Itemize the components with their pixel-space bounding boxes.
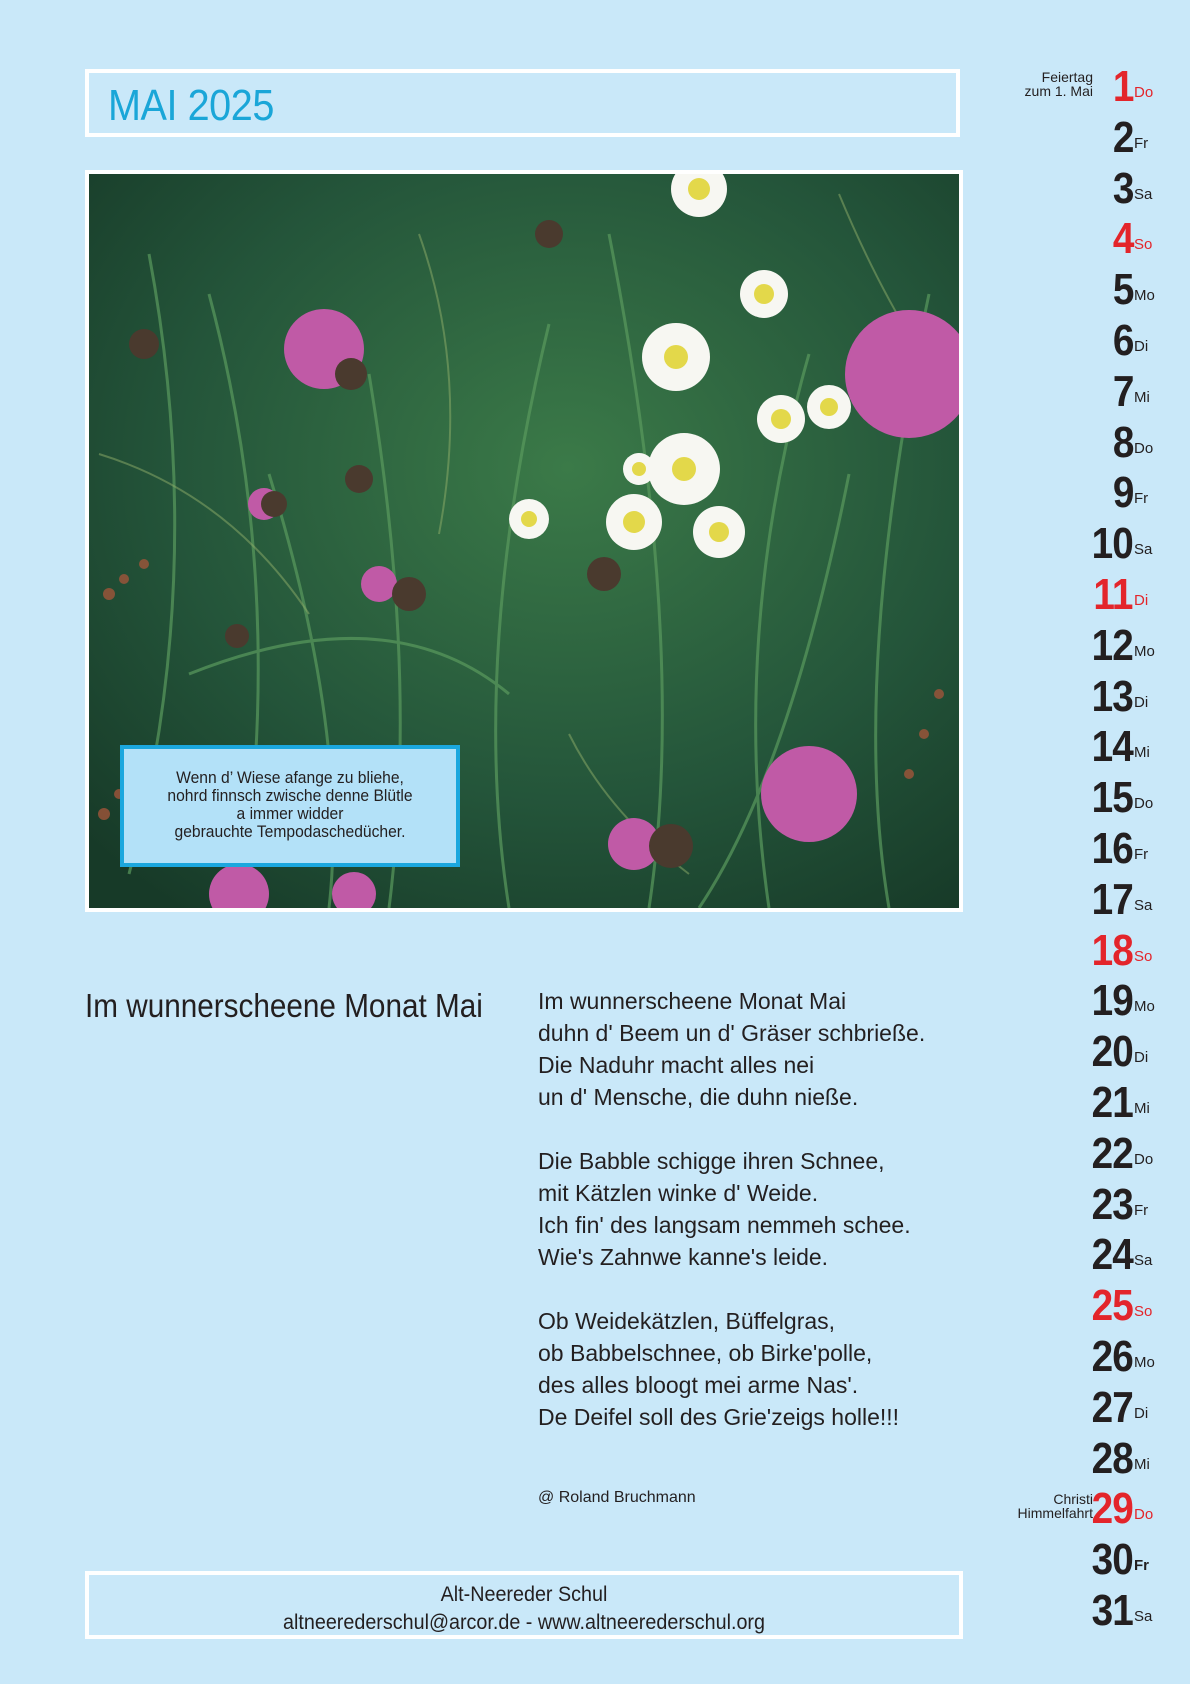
holiday-note-line: Christi [1053,1491,1093,1508]
weekday-label: Do [1134,1506,1154,1524]
day-number: 16 [1091,824,1133,873]
calendar-day-30 [990,1535,1190,1585]
day-number: 15 [1091,773,1133,823]
day-number: 7 [1112,366,1133,416]
calendar-day-28 [990,1434,1190,1484]
weekday-label: Mi [1134,388,1150,406]
calendar-day-15 [990,773,1190,823]
calendar-day-3 [990,164,1190,214]
calendar-day-26 [990,1332,1190,1382]
poem-line: Die Naduhr macht alles nei [538,1052,815,1078]
weekday-label: Sa [1134,896,1153,914]
day-number: 20 [1091,1027,1133,1077]
day-number: 13 [1091,671,1133,721]
weekday-label: Di [1134,1049,1149,1067]
day-number: 2 [1112,112,1133,162]
poem-line: Ob Weidekätzlen, Büffelgras, [538,1308,836,1334]
weekday-label: Di [1134,1404,1149,1422]
calendar-day-5 [990,265,1190,315]
weekday-label: Mi [1134,1100,1150,1117]
caption-line: nohrd finnsch zwische denne Blütle [167,786,413,805]
calendar-day-25 [990,1281,1190,1331]
day-number: 19 [1091,976,1133,1026]
weekday-label: Sa [1134,185,1153,203]
day-number: 25 [1091,1281,1133,1331]
holiday-note-line: zum 1. Mai [1024,83,1093,99]
poem-line: Die Babble schigge ihren Schnee, [538,1148,885,1174]
calendar-day-17 [990,875,1190,925]
calendar-day-4 [990,214,1190,264]
weekday-label: Sa [1134,541,1153,559]
poem-stanza [538,985,925,1113]
poem [538,985,925,1465]
calendar-day-12 [990,621,1190,671]
poem-line: un d' Mensche, die duhn nieße. [538,1084,859,1110]
weekday-label: Mo [1134,1354,1155,1371]
day-number: 14 [1091,722,1133,772]
calendar-day-21 [990,1078,1190,1128]
calendar-day-31 [990,1586,1190,1636]
weekday-label: Do [1134,84,1154,101]
day-number: 26 [1091,1332,1133,1381]
calendar-day-9 [990,468,1190,518]
calendar-day-22 [990,1129,1190,1179]
weekday-label: Do [1134,439,1154,457]
calendar-day-24 [990,1230,1190,1280]
calendar-day-13 [990,672,1190,722]
day-number: 1 [1112,62,1133,111]
weekday-label: Di [1134,338,1149,355]
caption-line: a immer widder [236,804,344,823]
day-number: 11 [1093,570,1133,619]
calendar-day-8 [990,418,1190,468]
weekday-label: So [1134,1303,1153,1321]
calendar-day-1 [990,62,1190,112]
weekday-label: Di [1134,592,1149,609]
day-number: 24 [1091,1230,1133,1280]
calendar-day-7 [990,367,1190,417]
calendar-day-19 [990,976,1190,1026]
month-title: MAI 2025 [108,81,274,130]
weekday-label: Fr [1134,1201,1149,1219]
poem-stanza [538,1305,925,1433]
day-number: 8 [1112,417,1133,467]
footer-org-name: Alt-Neereder Schul [440,1583,608,1606]
weekday-label: Fr [1134,846,1149,863]
calendar-day-20 [990,1027,1190,1077]
calendar-day-2 [990,113,1190,163]
weekday-label: Fr [1134,1557,1149,1575]
poem-line: ob Babbelschnee, ob Birke'polle, [538,1340,873,1366]
day-number: 9 [1112,468,1133,518]
weekday-label: Mi [1134,744,1150,762]
day-number: 3 [1112,163,1133,213]
poem-line: mit Kätzlen winke d' Weide. [538,1180,819,1206]
poem-author: @ Roland Bruchmann [538,1489,696,1506]
poem-line: Ich fin' des langsam nemmeh schee. [538,1212,911,1238]
weekday-label: Do [1134,795,1154,813]
poem-title: Im wunnerscheene Monat Mai [85,987,483,1024]
calendar-day-18 [990,926,1190,976]
poem-line: De Deifel soll des Grie'zeigs holle!!! [538,1404,900,1430]
calendar-day-29 [990,1484,1190,1534]
day-number: 18 [1091,925,1133,975]
weekday-label: So [1134,947,1153,965]
weekday-label: Mo [1134,287,1155,305]
day-number: 22 [1091,1128,1133,1178]
poem-stanza [538,1145,925,1273]
calendar-day-27 [990,1383,1190,1433]
weekday-label: Fr [1134,490,1149,508]
calendar-day-14 [990,722,1190,772]
day-number: 23 [1091,1179,1133,1229]
poem-line: Wie's Zahnwe kanne's leide. [538,1244,829,1270]
holiday-note-line: Feiertag [1041,69,1093,85]
calendar-day-6 [990,316,1190,366]
photo-caption [120,745,460,867]
footer-box [85,1571,963,1639]
holiday-note [1025,70,1093,98]
day-number: 27 [1091,1382,1133,1432]
calendar-day-10 [990,519,1190,569]
day-number: 17 [1091,874,1133,924]
footer-contact[interactable]: altneerederschul@arcor.de - www.altneerederschul.org [283,1611,765,1634]
calendar-day-11 [990,570,1190,620]
weekday-label: Di [1134,693,1149,711]
poem-line: duhn d' Beem un d' Gräser schbrieße. [538,1020,926,1046]
day-number: 28 [1091,1433,1133,1483]
poem-line: des alles bloogt mei arme Nas'. [538,1372,859,1398]
weekday-label: Mo [1134,998,1155,1016]
holiday-note-line: Himmelfahrt [1017,1505,1093,1522]
weekday-label: Do [1134,1150,1154,1168]
weekday-label: Sa [1134,1252,1153,1270]
weekday-label: Sa [1134,1608,1153,1625]
weekday-label: Fr [1134,134,1149,152]
caption-line: Wenn d’ Wiese afange zu bliehe, [176,768,404,787]
day-number: 31 [1091,1586,1133,1635]
day-number: 12 [1091,620,1133,670]
caption-line: gebrauchte Tempodaschedücher. [174,822,406,841]
calendar-day-23 [990,1180,1190,1230]
poem-line: Im wunnerscheene Monat Mai [538,988,847,1014]
day-number: 5 [1112,265,1133,315]
weekday-label: So [1134,236,1153,254]
day-number: 6 [1112,316,1133,365]
weekday-label: Mo [1134,642,1155,660]
calendar-day-16 [990,824,1190,874]
day-number: 29 [1091,1484,1133,1534]
holiday-note [1018,1492,1093,1520]
day-number: 21 [1091,1078,1133,1127]
weekday-label: Mi [1134,1455,1150,1473]
day-number: 4 [1112,214,1133,264]
day-number: 10 [1091,519,1133,569]
month-title-box [85,69,960,137]
day-number: 30 [1091,1535,1133,1585]
